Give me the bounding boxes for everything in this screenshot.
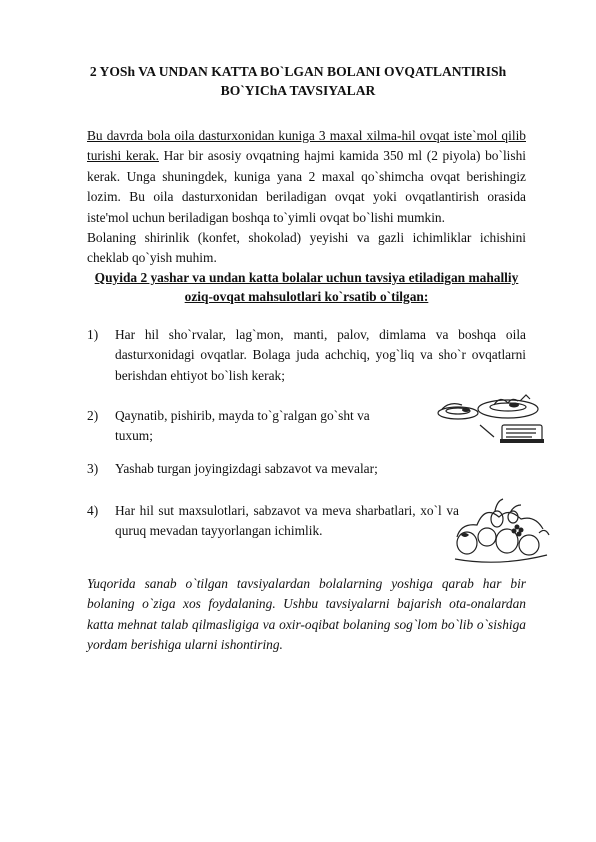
intro-paragraph-1-rest: Har bir asosiy ovqatning hajmi kamida 350 ml (2 piyola) bo`lishi kerak. Unga shuningdek, kuniga yana 2 maxal qo`shimcha ovqat berishingiz lozim. Bu oila dasturxonidan beriladigan ovqat yoki ovqatlantirish orasida iste'mol uchun beriladigan boshqa to`yimli ovqat bo`lishi mumkin. <box>87 148 527 225</box>
plates-food-illustration <box>436 393 548 449</box>
list-heading-line-1: Quyida 2 yashar va undan katta bolalar uchun tavsiya etiladigan mahalliy <box>94 270 519 285</box>
list-item-number: 4) <box>87 503 99 518</box>
list-item-text: Yashab turgan joyingizdagi sabzavot va mevalar; <box>115 461 378 476</box>
list-item-text: Har hil sho`rvalar, lag`mon, manti, palov, dimlama va boshqa oila dasturxonidagi ovqatlar. Bolaga juda achchiq, yog`liq va sho`r ovqatlarni berishdan ehtiyot bo`lish kerak; <box>115 327 526 383</box>
intro-paragraph-1 <box>87 126 526 228</box>
title-line-2: BO`YIChA TAVSIYALAR <box>220 83 376 98</box>
intro-paragraph-2: Bolaning shirinlik (konfet, shokolad) yeyishi va gazli ichimliklar ichishini cheklab qo`yish muhim. <box>87 230 526 266</box>
list-item-number: 1) <box>87 327 99 342</box>
list-item-number: 2) <box>87 408 99 423</box>
title-line-1: 2 YOSh VA UNDAN KATTA BO`LGAN BOLANI OVQATLANTIRISh <box>89 64 507 79</box>
list-item-text: Har hil sut maxsulotlari, sabzavot va meva sharbatlari, xo`l va quruq mevadan tayyorlangan ichimlik. <box>115 503 459 539</box>
fruit-basket-illustration <box>451 497 551 567</box>
list-heading <box>87 268 526 306</box>
page-title <box>70 62 526 100</box>
list-item-text: Qaynatib, pishirib, mayda to`g`ralgan go`sht va tuxum; <box>115 408 370 444</box>
list-heading-line-2: oziq-ovqat mahsulotlari ko`rsatib o`tilgan: <box>184 289 429 304</box>
list-item-number: 3) <box>87 461 99 476</box>
intro-underlined-sentence: Bu davrda bola oila dasturxonidan kuniga 3 maxal xilma-hil ovqat iste`mol qilib turishi kerak. <box>87 128 526 164</box>
intro-section <box>87 126 526 269</box>
closing-paragraph: Yuqorida sanab o`tilgan tavsiyalardan bolalarning yoshiga qarab har bir bolaning o`ziga xos foydalaning. Ushbu tavsiyalarni bajarish ota-onalardan katta mehnat talab qilmasligiga va oxir-oqibat bolaning sog`lom bo`lib o`sishiga yordam berishiga ularni ishontiring. <box>87 576 526 653</box>
